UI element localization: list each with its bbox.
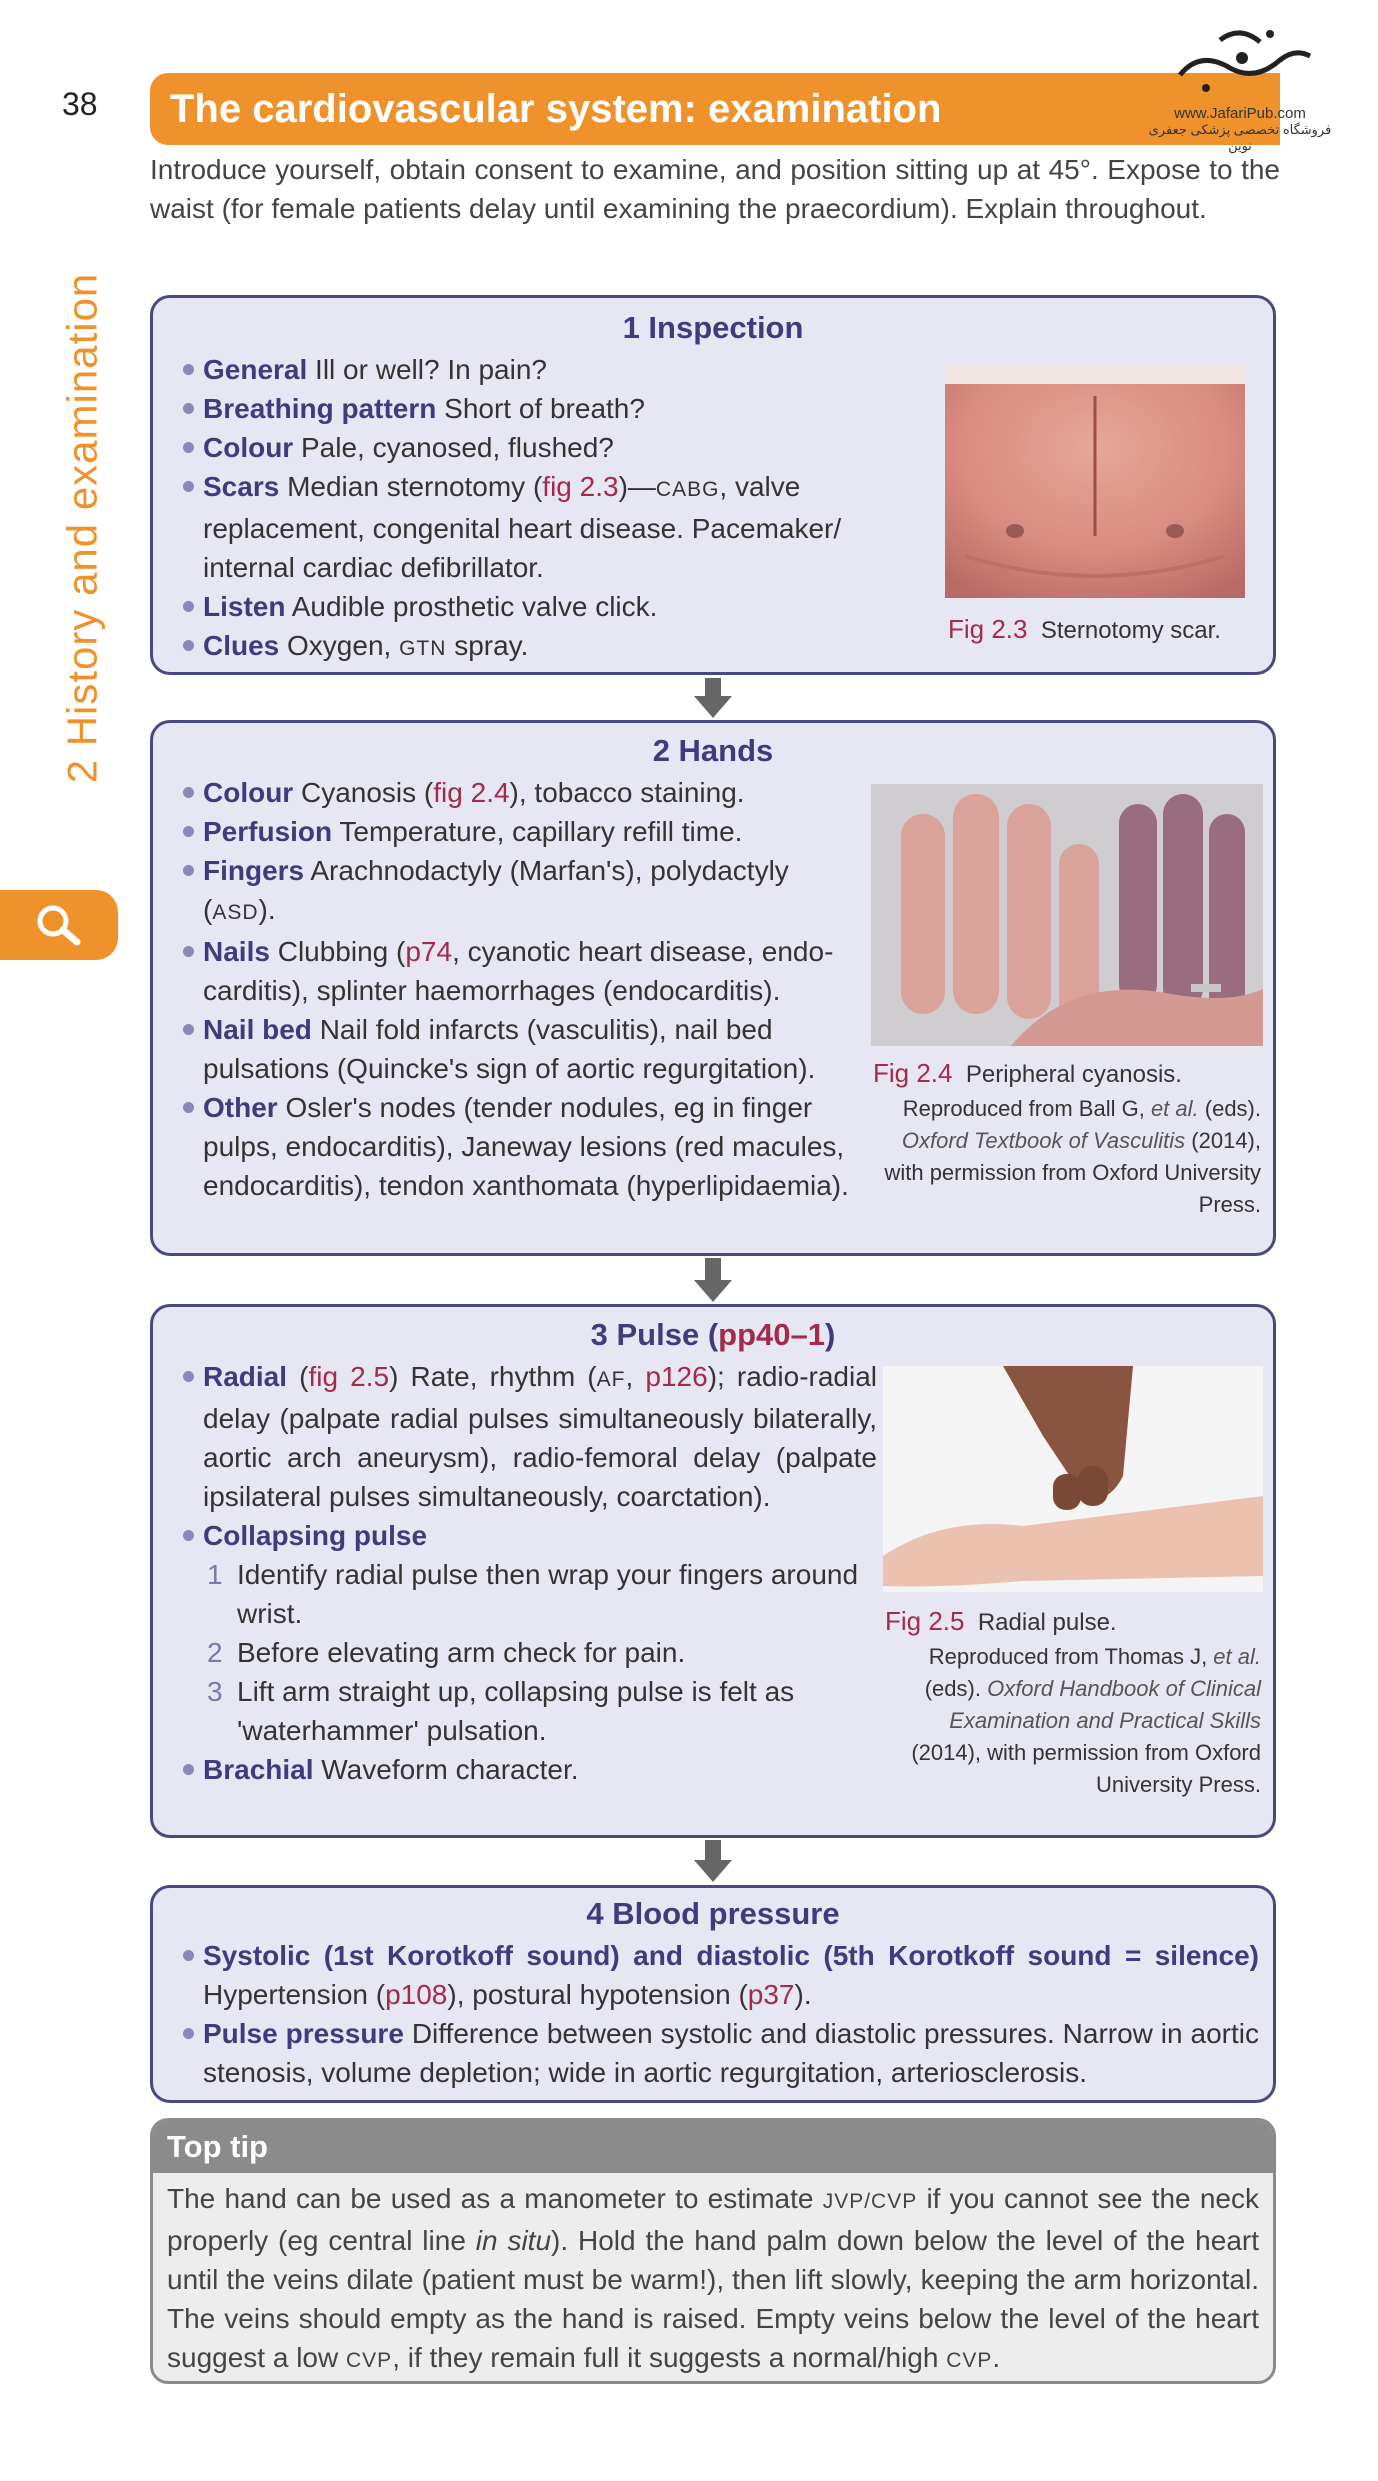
publisher-logo-icon xyxy=(1160,20,1320,100)
page-link[interactable]: p108 xyxy=(385,1979,448,2010)
inspection-box xyxy=(150,295,1276,675)
figure-caption: Fig 2.5 Radial pulse. xyxy=(885,1606,1117,1636)
top-tip-box xyxy=(150,2118,1276,2384)
list-item: Pulse pressure Difference between systolic and diastolic pressures. Narrow in aortic stenosis, volume depletion; wide in aortic regurgitation, arteriosclerosis. xyxy=(167,2014,1259,2092)
top-tip-text: The hand can be used as a manometer to estimate JVP/CVP if you cannot see the neck properly (eg central line in situ). Hold the hand palm down below the level of the heart until the veins dilate (patient must be warm!), then lift slowly, keeping the arm horizontal. The veins should empty as the hand is raised. Empty veins below the level of the heart suggest a low CVP, if they remain full it suggests a normal/high CVP. xyxy=(167,2183,1259,2373)
list-item: Colour Cyanosis (fig 2.4), tobacco staining. xyxy=(167,773,867,812)
step-item: 3 Lift arm straight up, collapsing pulse is felt as 'waterhammer' pulsation. xyxy=(207,1676,795,1746)
pulse-brachial-list xyxy=(167,1750,877,1789)
figure-link[interactable]: fig 2.5 xyxy=(308,1361,390,1392)
flow-arrow xyxy=(705,678,721,700)
inspection-list xyxy=(167,350,927,668)
list-item: Listen Audible prosthetic valve click. xyxy=(167,587,927,626)
list-item: General Ill or well? In pain? xyxy=(167,350,927,389)
bp-box xyxy=(150,1885,1276,2103)
title-bar xyxy=(150,73,1280,145)
search-tab[interactable] xyxy=(0,890,118,960)
figure-credit: Reproduced from Thomas J, et al. (eds). Oxford Handbook of Clinical Examination and Practical Skills (2014), with permission from Oxford University Press. xyxy=(911,1644,1261,1797)
sternotomy-photo xyxy=(945,366,1245,598)
list-item: Systolic (1st Korotkoff sound) and diastolic (5th Korotkoff sound = silence) Hypertension (p108), postural hypotension (p37). xyxy=(167,1936,1259,2014)
figure-caption: Fig 2.4 Peripheral cyanosis. xyxy=(873,1058,1182,1088)
radial-pulse-photo xyxy=(883,1366,1263,1592)
list-item: Clues Oxygen, GTN spray. xyxy=(167,626,927,668)
bp-list xyxy=(167,1936,1259,2092)
cyanosis-photo xyxy=(871,784,1263,1046)
step-item: 1 Identify radial pulse then wrap your fingers around wrist. xyxy=(207,1559,859,1629)
collapsing-steps xyxy=(167,1555,877,1750)
pulse-box xyxy=(150,1304,1276,1838)
hands-box xyxy=(150,720,1276,1256)
bp-title: 4 Blood pressure xyxy=(586,1896,840,1931)
page-title: The cardiovascular system: examination xyxy=(170,86,942,131)
figure-link[interactable]: fig 2.4 xyxy=(433,777,510,808)
chapter-label: 2 History and examination xyxy=(58,272,105,784)
list-item: Colour Pale, cyanosed, flushed? xyxy=(167,428,927,467)
publisher-url: www.JafariPub.com xyxy=(1174,105,1306,122)
list-item: Brachial Waveform character. xyxy=(167,1750,877,1789)
flow-arrow xyxy=(705,1840,721,1864)
flow-arrow xyxy=(705,1258,721,1284)
list-item: Other Osler's nodes (tender nodules, eg in finger pulps, endocarditis), Janeway lesions (red macules, endocarditis), tendon xanthomata (hyperlipidaemia). xyxy=(167,1088,867,1205)
intro-text: Introduce yourself, obtain consent to examine, and position sitting up at 45°. Expose to the waist (for female patients delay until examining the praecordium). Explain throughout. xyxy=(150,154,1280,224)
hands-title: 2 Hands xyxy=(652,733,774,768)
publisher-logo xyxy=(1140,20,1340,153)
list-item: Scars Median sternotomy (fig 2.3)—CABG, valve replacement, congenital heart disease. Pacemaker/ internal cardiac defibrillator. xyxy=(167,467,927,587)
chapter-side-tab xyxy=(52,268,112,788)
inspection-title: 1 Inspection xyxy=(622,310,804,345)
list-item: Nails Clubbing (p74, cyanotic heart disease, endo-carditis), splinter haemorrhages (endocarditis). xyxy=(167,932,867,1010)
list-item: Collapsing pulse xyxy=(167,1516,877,1555)
page-link[interactable]: p126 xyxy=(645,1361,708,1392)
hands-list xyxy=(167,773,867,1205)
pulse-title: 3 Pulse (pp40–1) xyxy=(590,1317,836,1352)
top-tip-title: Top tip xyxy=(153,2121,1273,2173)
page-link[interactable]: pp40–1 xyxy=(718,1317,825,1352)
list-item: Radial (fig 2.5) Rate, rhythm (AF, p126); radio-radial delay (palpate radial pulses simultaneously bilaterally, aortic arch aneurysm), radio-femoral delay (palpate ipsilateral pulses simultaneously, coarctation). xyxy=(167,1357,877,1516)
list-item: Fingers Arachnodactyly (Marfan's), polydactyly (ASD). xyxy=(167,851,867,932)
page-link[interactable]: p74 xyxy=(405,936,453,967)
step-item: 2 Before elevating arm check for pain. xyxy=(207,1637,686,1668)
list-item: Breathing pattern Short of breath? xyxy=(167,389,927,428)
pulse-content xyxy=(167,1357,877,1789)
figure-credit: Reproduced from Ball G, et al. (eds). Oxford Textbook of Vasculitis (2014), with permission from Oxford University Press. xyxy=(884,1096,1261,1217)
figure-link[interactable]: fig 2.3 xyxy=(542,471,619,502)
pulse-radial-list xyxy=(167,1357,877,1555)
figure-caption: Fig 2.3 Sternotomy scar. xyxy=(948,614,1221,644)
list-item: Perfusion Temperature, capillary refill time. xyxy=(167,812,867,851)
publisher-subtitle: فروشگاه تخصصی پزشکی جعفری نوین xyxy=(1148,122,1332,153)
magnifier-icon xyxy=(33,902,85,948)
page-number: 38 xyxy=(62,86,98,122)
page-link[interactable]: p37 xyxy=(747,1979,795,2010)
list-item: Nail bed Nail fold infarcts (vasculitis), nail bed pulsations (Quincke's sign of aortic regurgitation). xyxy=(167,1010,867,1088)
